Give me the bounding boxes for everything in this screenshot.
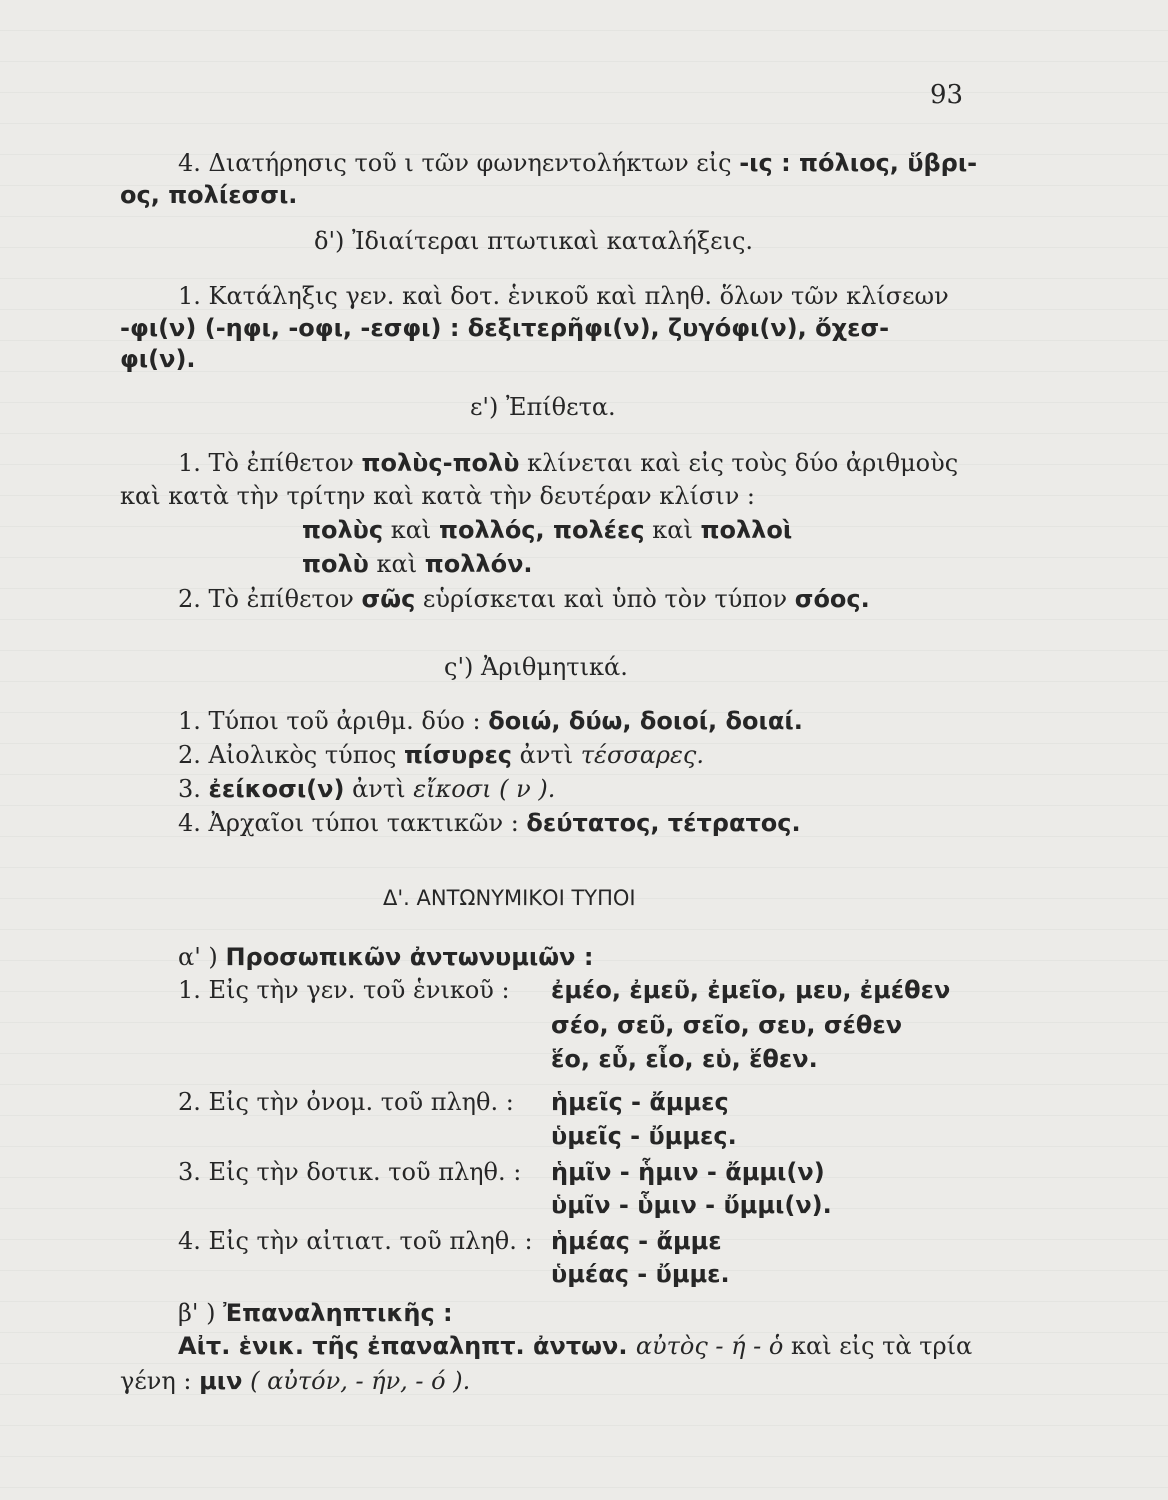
adjective-forms-2: πολὺ καὶ πολλόν. xyxy=(302,550,533,578)
pronoun-row-4-form-1: ἡμέας - ἄμμε xyxy=(551,1227,722,1255)
subsection-b-title: β' ) Ἐπαναληπτικῆς : xyxy=(178,1299,453,1327)
pronoun-row-3-label: 3. Εἰς τὴν δοτικ. τοῦ πληθ. : xyxy=(178,1158,522,1186)
page-number: 93 xyxy=(930,80,964,110)
section-heading-pronominal: Δ'. ΑΝΤΩΝΥΜΙΚΟΙ ΤΥΠΟΙ xyxy=(383,886,636,910)
pronoun-row-1-label: 1. Εἰς τὴν γεν. τοῦ ἑνικοῦ : xyxy=(178,976,510,1004)
numeral-line-4: 4. Ἀρχαῖοι τύποι τακτικῶν : δεύτατος, τέτρατος. xyxy=(178,809,801,837)
pronoun-row-2-form-2: ὑμεῖς - ὔμμες. xyxy=(551,1122,737,1150)
pronoun-row-3-form-2: ὑμῖν - ὗμιν - ὔμμι(ν). xyxy=(551,1191,832,1219)
pronoun-row-2-label: 2. Εἰς τὴν ὀνομ. τοῦ πληθ. : xyxy=(178,1088,514,1116)
section-heading-e: ε') Ἐπίθετα. xyxy=(470,393,616,421)
case-ending-line-1: 1. Κατάληξις γεν. καὶ δοτ. ἑνικοῦ καὶ πληθ. ὅλων τῶν κλίσεων xyxy=(178,282,949,310)
numeral-line-3: 3. ἐείκοσι(ν) ἀντὶ εἴκοσι ( ν ). xyxy=(178,775,556,803)
case-ending-line-3: φι(ν). xyxy=(120,345,196,373)
adjective-forms-1: πολὺς καὶ πολλός, πολέες καὶ πολλοὶ xyxy=(302,516,793,544)
case-ending-line-2: -φι(ν) (-ηφι, -οφι, -εσφι) : δεξιτερῆφι(ν), ζυγόφι(ν), ὄχεσ- xyxy=(120,314,890,342)
pronoun-row-2-form-1: ἡμεῖς - ἄμμες xyxy=(551,1088,729,1116)
anaphoric-line-2: γένη : μιν ( αὐτόν, - ήν, - ό ). xyxy=(120,1367,471,1395)
section-heading-d: δ') Ἰδιαίτεραι πτωτικαὶ καταλήξεις. xyxy=(314,227,754,255)
anaphoric-line-1: Αἰτ. ἑνικ. τῆς ἐπαναληπτ. ἀντων. αὐτὸς - ή - ὁ καὶ εἰς τὰ τρία xyxy=(178,1332,973,1360)
vowel-stem-line-2: ος, πολίεσσι. xyxy=(120,181,298,209)
pronoun-row-1-form-3: ἕο, εὗ, εἷο, εὑ, ἕθεν. xyxy=(551,1045,818,1073)
adjective-line-1: 1. Τὸ ἐπίθετον πολὺς-πολὺ κλίνεται καὶ εἰς τοὺς δύο ἀριθμοὺς xyxy=(178,449,959,477)
subsection-a-title: α' ) Προσωπικῶν ἀντωνυμιῶν : xyxy=(178,943,594,971)
pronoun-row-1-form-1: ἐμέο, ἐμεῦ, ἐμεῖο, μευ, ἐμέθεν xyxy=(551,976,951,1004)
vowel-stem-line: 4. Διατήρησις τοῦ ι τῶν φωνηεντολήκτων εἰς -ις : πόλιος, ὕβρι- xyxy=(178,149,978,177)
section-heading-st: ς') Ἀριθμητικά. xyxy=(444,653,628,681)
pronoun-row-4-form-2: ὑμέας - ὔμμε. xyxy=(551,1260,730,1288)
adjective-line-2: καὶ κατὰ τὴν τρίτην καὶ κατὰ τὴν δευτέραν κλίσιν : xyxy=(120,482,755,510)
adjective-line-3: 2. Τὸ ἐπίθετον σῶς εὑρίσκεται καὶ ὑπὸ τὸν τύπον σόος. xyxy=(178,585,870,613)
pronoun-row-4-label: 4. Εἰς τὴν αἰτιατ. τοῦ πληθ. : xyxy=(178,1227,533,1255)
pronoun-row-1-form-2: σέο, σεῦ, σεῖο, σευ, σέθεν xyxy=(551,1011,903,1039)
numeral-line-2: 2. Αἰολικὸς τύπος πίσυρες ἀντὶ τέσσαρες. xyxy=(178,741,704,769)
numeral-line-1: 1. Τύποι τοῦ ἀριθμ. δύο : δοιώ, δύω, δοιοί, δοιαί. xyxy=(178,707,803,735)
pronoun-row-3-form-1: ἡμῖν - ἧμιν - ἄμμι(ν) xyxy=(551,1158,825,1186)
